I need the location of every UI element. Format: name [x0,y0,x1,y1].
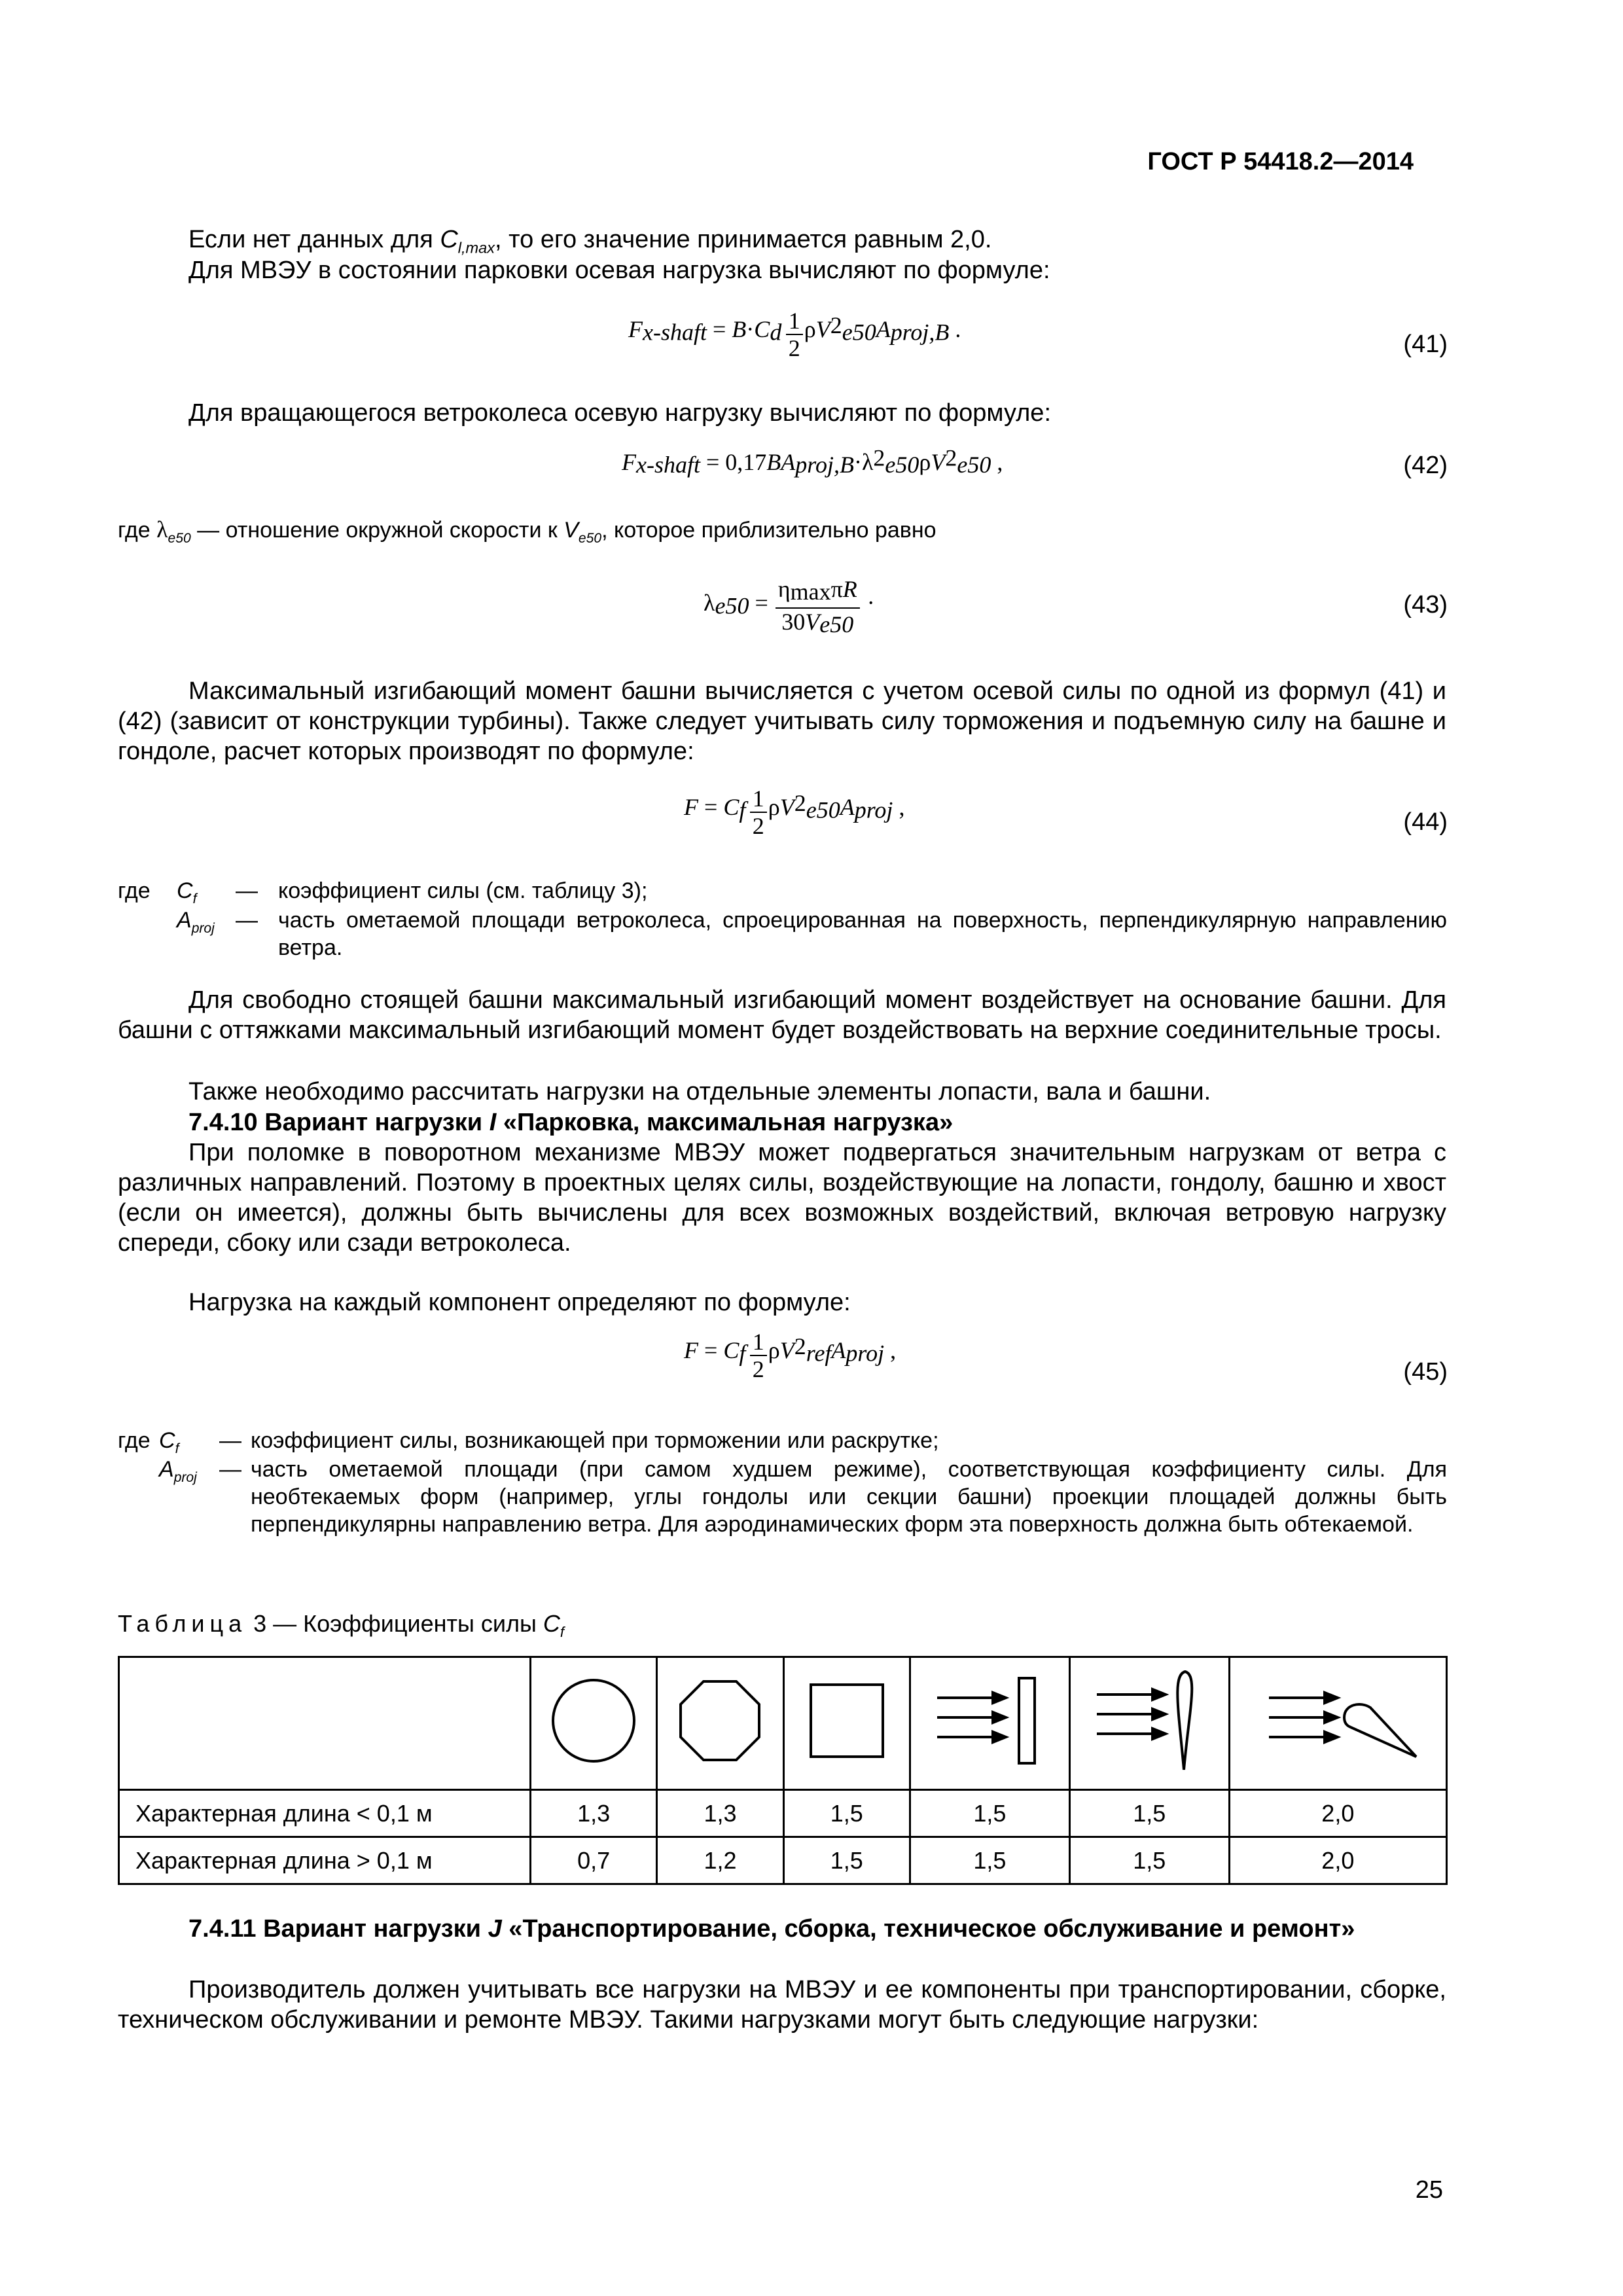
table-cell: 1,5 [1069,1790,1229,1837]
definition-symbol: $A_{proj}$ [159,1457,197,1485]
page-number: 25 [1415,2176,1443,2204]
where-label: где [118,1428,151,1453]
paragraph-rotating: Для вращающегося ветроколеса осевую нагрузку вычисляют по формуле: [188,399,1051,427]
definition-dash: — [236,878,258,903]
paragraph-also: Также необходимо рассчитать нагрузки на отдельные элементы лопасти, вала и башни. [188,1078,1211,1105]
table-cell: 1,3 [657,1790,783,1837]
table-cell: 1,5 [1069,1837,1229,1884]
section-heading-7-4-10: 7.4.10 Вариант нагрузки I «Парковка, максимальная нагрузка» [188,1109,954,1136]
definition-text: коэффициент силы, возникающей при торможении или раскрутке; [251,1428,939,1453]
paragraph-bending-moment: Максимальный изгибающий момент башни вычисляется с учетом осевой силы по одной из формул (41) и (42) (зависит от конструкции турбины). Также следует учитывать силу торможения и подъемную силу на башне и гондоле, расчет которых производят по формуле: [118,677,1446,765]
table-cell: 1,3 [531,1790,657,1837]
formula-44: $F = C_f$ $\frac{1}{2}$ $\rho V^2_{e50}A_{proj}$ , [684,785,905,839]
flat-plate-icon [927,1672,1052,1770]
equation-number-42: (42) [1403,452,1448,479]
shape-cell [1229,1657,1446,1790]
teardrop-icon [1087,1665,1211,1776]
square-icon [798,1672,896,1770]
definition-text: коэффициент силы (см. таблицу 3); [278,878,648,903]
definition-dash: — [236,908,258,933]
shape-cell [1069,1657,1229,1790]
table-cell: 2,0 [1229,1837,1446,1884]
paragraph-tip-speed: где $\lambda_{e50}$ — отношение окружной скорости к $V_{e50}$, которое приблизительно равно [118,516,936,546]
row-label: Характерная длина > 0,1 м [119,1837,531,1884]
table-cell: 2,0 [1229,1790,1446,1837]
table-cell: 0,7 [531,1837,657,1884]
table-caption: Таблица 3 — Коэффициенты силы $C_f$ [118,1610,565,1641]
force-coefficient-table [118,1656,1448,1885]
definition-symbol: $C_f$ [177,878,197,906]
row-label: Характерная длина < 0,1 м [119,1790,531,1837]
airfoil-icon [1253,1672,1423,1770]
section-heading-7-4-11: 7.4.11 Вариант нагрузки J «Транспортирование, сборка, техническое обслуживание и ремонт» [188,1915,1355,1943]
table-cell: 1,2 [657,1837,783,1884]
equation-number-43: (43) [1403,591,1448,619]
document-header: ГОСТ Р 54418.2—2014 [1147,148,1414,175]
shape-cell [531,1657,657,1790]
formula-43: $\lambda_{e50}$ = $\frac{\eta_{max}\pi R}{30V_{e50}}$ · [704,576,875,638]
definition-text: часть ометаемой площади ветроколеса, спроецированная на поверхность, перпендикулярную направлению ветра. [278,908,1447,960]
table-cell: 1,5 [910,1837,1069,1884]
table-cell: 1,5 [783,1837,910,1884]
definition-symbol: $C_f$ [159,1428,179,1456]
table-corner-cell [119,1657,531,1790]
shape-cell [910,1657,1069,1790]
table-header-row [119,1657,1447,1790]
equation-number-45: (45) [1403,1358,1448,1386]
paragraph-yaw-failure: При поломке в поворотном механизме МВЭУ может подвергаться значительным нагрузкам от ветра с различных направлений. Поэтому в проектных целях силы, воздействующие на лопасти, гондолу, башню и хвост (если он имеется), должны быть вычислены для всех возможных воздействий, включая ветровую нагрузку спереди, сбоку или сзади ветроколеса. [118,1139,1446,1257]
definition-dash: — [219,1457,241,1482]
shape-cell [657,1657,783,1790]
definition-text: часть ометаемой площади (при самом худшем режиме), соответствующая коэффициенту силы. Для необтекаемых форм (например, углы гондолы или секции башни) проекции площадей должны быть перпендикулярны направлению ветра. Для аэродинамических форм эта поверхность должна быть обтекаемой. [251,1457,1447,1537]
table-row [119,1837,1447,1884]
where-label: где [118,878,151,903]
paragraph-free-standing: Для свободно стоящей башни максимальный изгибающий момент воздействует на основание башни. Для башни с оттяжками максимальный изгибающий момент будет воздействовать на верхние соединительные тросы. [118,986,1446,1044]
table-row [119,1790,1447,1837]
formula-45: $F = C_f$ $\frac{1}{2}$ $\rho V^2_{ref}A_{proj}$ , [684,1329,897,1382]
equation-number-41: (41) [1403,331,1448,358]
table-cell: 1,5 [910,1790,1069,1837]
paragraph-component-load: Нагрузка на каждый компонент определяют по формуле: [188,1289,851,1316]
table-cell: 1,5 [783,1790,910,1837]
octagon-icon [671,1672,769,1770]
paragraph-transport: Производитель должен учитывать все нагрузки на МВЭУ и ее компоненты при транспортировании, сборке, техническом обслуживании и ремонте МВЭУ. Такими нагрузками могут быть следующие нагрузки: [118,1976,1446,2034]
definition-symbol: $A_{proj}$ [177,908,215,936]
definition-dash: — [219,1428,241,1453]
formula-41: $F_{x-shaft} = B\cdot C_d$ $\frac{1}{2}$ $\rho V^2_{e50}A_{proj,B}$ . [628,308,961,361]
circle-icon [544,1672,643,1770]
paragraph-parked: Для МВЭУ в состоянии парковки осевая нагрузка вычисляют по формуле: [188,257,1050,284]
paragraph-clmax: Если нет данных для $C_{l,max}$, то его значение принимается равным 2,0. [188,226,992,257]
shape-cell [783,1657,910,1790]
formula-42: $F_{x-shaft} = 0,17BA_{proj,B}\cdot\lambda^2_{e50}\rho V^2_{e50}$ , [622,444,1003,478]
equation-number-44: (44) [1403,808,1448,836]
